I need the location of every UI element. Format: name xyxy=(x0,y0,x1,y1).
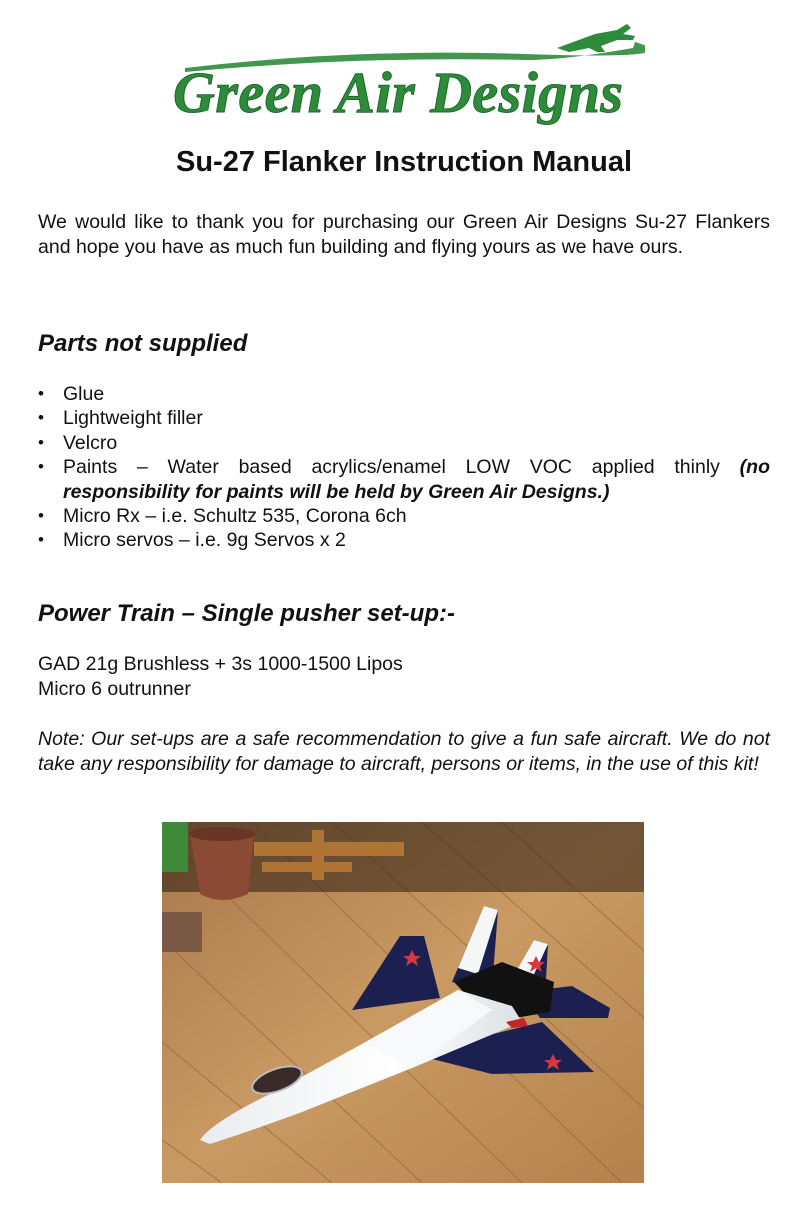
parts-list xyxy=(38,382,770,553)
power-train-text xyxy=(38,652,403,701)
intro-paragraph: We would like to thank you for purchasing our Green Air Designs Su-27 Flankers and hope you have as much fun building and flying yours as we have ours. xyxy=(38,211,770,258)
list-item: • Velcro xyxy=(38,431,770,455)
parts-heading: Parts not supplied xyxy=(38,330,248,357)
page-title: Su-27 Flanker Instruction Manual xyxy=(175,146,633,178)
green-air-designs-logo xyxy=(165,20,645,132)
logo-plane-icon xyxy=(557,24,635,52)
list-item: • Micro servos – i.e. 9g Servos x 2 xyxy=(38,528,770,552)
power-line: GAD 21g Brushless + 3s 1000-1500 Lipos xyxy=(38,653,403,675)
paints-disclaimer: (no responsibility for paints will be held by Green Air Designs.) xyxy=(63,456,770,503)
power-train-heading: Power Train – Single pusher set-up:- xyxy=(38,600,455,627)
note-paragraph: Note: Our set-ups are a safe recommendation to give a fun safe aircraft. We do not take any responsibility for damage to aircraft, persons or items, in the use of this kit! xyxy=(38,728,770,775)
logo-text: Green Air Designs xyxy=(173,60,623,125)
power-line: Micro 6 outrunner xyxy=(38,677,191,700)
wall-green xyxy=(162,822,188,872)
list-item: • Micro Rx – i.e. Schultz 535, Corona 6ch xyxy=(38,504,770,528)
su27-model-photo xyxy=(162,822,644,1183)
list-item: • Glue xyxy=(38,382,770,406)
box xyxy=(162,912,202,952)
list-item: • Lightweight filler xyxy=(38,406,770,430)
list-item: • Paints – Water based acrylics/enamel LOW VOC applied thinly (no responsibility for paints will be held by Green Air Designs.) xyxy=(38,455,770,504)
